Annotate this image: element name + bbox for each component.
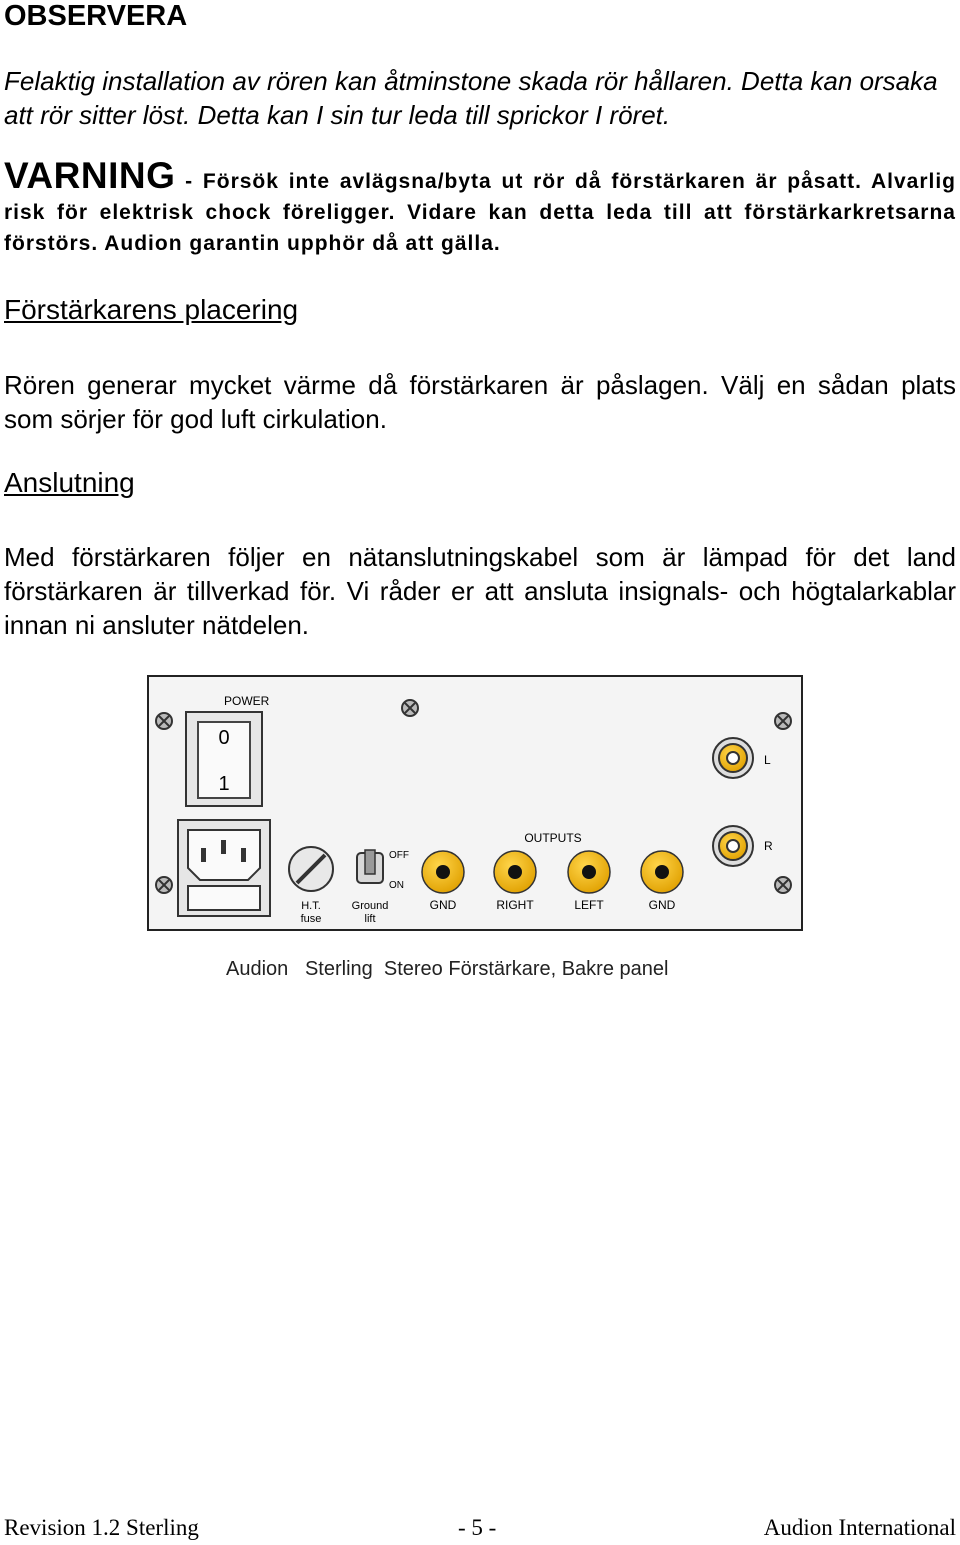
observera-title: OBSERVERA	[4, 0, 188, 32]
screw-icon	[156, 877, 172, 893]
toggle-off-label: OFF	[389, 850, 409, 861]
connection-heading: Anslutning	[4, 467, 135, 498]
panel-caption: Audion Sterling Stereo Förstärkare, Bakre panel	[226, 958, 669, 980]
toggle-on-label: ON	[389, 880, 404, 891]
speaker-terminal-right[interactable]	[494, 851, 536, 893]
placement-text: Rören generar mycket värme då förstärkaren är påslagen. Välj en sådan plats som sörjer för god luft cirkulation.	[4, 370, 956, 434]
screw-icon	[156, 713, 172, 729]
ground-lift-toggle[interactable]	[357, 850, 383, 883]
installation-notice: Felaktig installation av rören kan åtminstone skada rör hållaren. Detta kan orsaka att rör sitter löst. Detta kan I sin tur leda till sprickor I röret.	[4, 66, 938, 130]
power-label: POWER	[224, 694, 270, 708]
speaker-terminal-left[interactable]	[568, 851, 610, 893]
switch-on-label: 1	[218, 773, 230, 795]
power-switch[interactable]	[186, 712, 262, 806]
connection-text: Med förstärkaren följer en nätanslutningskabel som är lämpad för det land förstärkaren är tillverkad för. Vi råder er att ansluta insignals- och högtalarkablar innan ni ansluter nätdelen.	[4, 542, 956, 640]
warning-block	[4, 155, 956, 259]
fuse-holder[interactable]	[289, 847, 333, 891]
warning-text: - Försök inte avlägsna/byta ut rör då förstärkaren är påsatt. Alvarlig risk för elektrisk chock föreligger. Vidare kan detta leda till att förstärkarkretsarna förstörs. Audion garantin upphör då att gälla.	[4, 170, 956, 255]
terminal-label-right: RIGHT	[496, 898, 534, 912]
switch-off-label: 0	[218, 727, 230, 749]
screw-icon	[775, 877, 791, 893]
screw-icon	[402, 700, 418, 716]
terminal-label-gnd: GND	[429, 898, 457, 912]
screw-icon	[775, 713, 791, 729]
speaker-terminal-gnd[interactable]	[422, 851, 464, 893]
input-left-label: L	[764, 753, 771, 767]
power-inlet[interactable]	[178, 820, 270, 916]
fuse-label-2: fuse	[300, 913, 322, 925]
ground-label-1: Ground	[351, 900, 389, 912]
rca-input-left[interactable]	[713, 738, 753, 778]
placement-heading: Förstärkarens placering	[4, 294, 299, 325]
footer-revision: Revision 1.2 Sterling	[4, 1515, 199, 1540]
rear-panel-diagram	[140, 668, 810, 988]
footer-company: Audion International	[763, 1515, 956, 1540]
speaker-terminal-gnd[interactable]	[641, 851, 683, 893]
fuse-label-1: H.T.	[301, 900, 321, 912]
terminal-label-gnd: GND	[648, 898, 676, 912]
terminal-label-left: LEFT	[574, 898, 604, 912]
outputs-label: OUTPUTS	[524, 831, 582, 845]
footer-page-number: - 5 -	[458, 1515, 497, 1540]
ground-label-2: lift	[364, 913, 376, 925]
rca-input-right[interactable]	[713, 826, 753, 866]
input-right-label: R	[764, 839, 773, 853]
warning-label: VARNING	[4, 155, 176, 196]
